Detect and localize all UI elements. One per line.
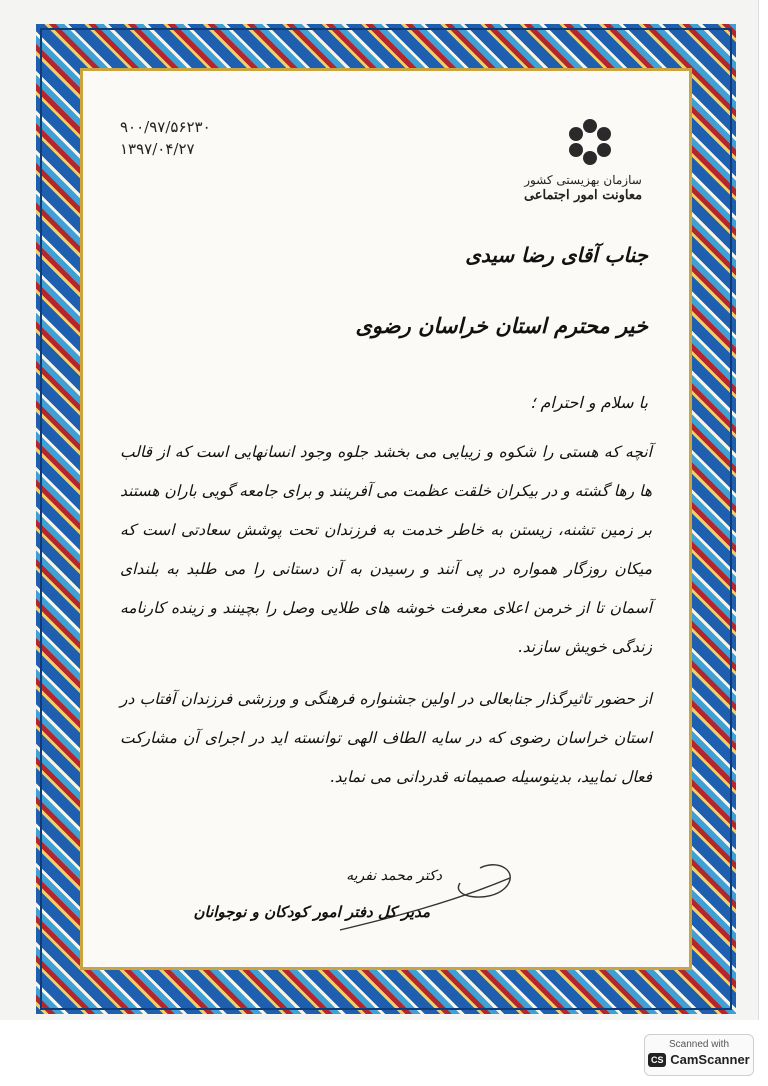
certificate-paper (80, 68, 692, 970)
scanned-with-caption: Scanned with (668, 1039, 730, 1050)
addressee-name: جناب آقای رضا سیدی (465, 243, 648, 267)
reference-number: ۹۰۰/۹۷/۵۶۲۳۰ (120, 118, 211, 136)
camscanner-brand-row (645, 1052, 753, 1067)
camscanner-logo-icon: CS (648, 1053, 666, 1067)
body-paragraph-2: از حضور تاثیرگذار جنابعالی در اولین جشنواره فرهنگی و ورزشی فرزندان آفتاب در استان خراسان رضوی که در سایه الطاف الهی توانسته اید در اجرای آن مشارکت فعال نمایید، بدینوسیله صمیمانه قدردانی می نماید. (120, 690, 652, 786)
organization-line1: سازمان بهزیستی کشور (524, 173, 642, 187)
addressee-title: خیر محترم استان خراسان رضوی (355, 313, 648, 338)
certificate-content (80, 68, 692, 970)
signatory-name: دکتر محمد نفریه (346, 868, 442, 884)
body-paragraph-1: آنچه که هستی را شکوه و زیبایی می بخشد جلوه وجود انسانهایی است که از قالب ها رها گشته و در بیکران خلقت عظمت می آفرینند و برای جامعه گویی باران هستند بر زمین تشنه، زیستن به خاطر خدمت به فرزندان تحت پوشش سعادتی است که میکان روزگار همواره در پی آنند و رسیدن به آن دستانی را می طلبد به بلندای آسمان تا از خرمن اعلای معرفت خوشه های طلایی وصل را بچینند و زینده کارنامه زندگی خویش سازند. (120, 443, 652, 656)
ornamental-border (36, 24, 736, 1014)
letter-date: ۱۳۹۷/۰۴/۲۷ (120, 140, 195, 158)
organization-logo-icon (552, 116, 628, 172)
camscanner-brand-name: CamScanner (670, 1052, 750, 1067)
signatory-title: مدیر کل دفتر امور کودکان و نوجوانان (193, 903, 430, 921)
organization-line2: معاونت امور اجتماعی (523, 188, 643, 203)
organization-name (518, 173, 648, 204)
camscanner-watermark (644, 1034, 754, 1076)
greeting: با سلام و احترام ؛ (530, 393, 648, 412)
signature-scribble (330, 848, 530, 938)
